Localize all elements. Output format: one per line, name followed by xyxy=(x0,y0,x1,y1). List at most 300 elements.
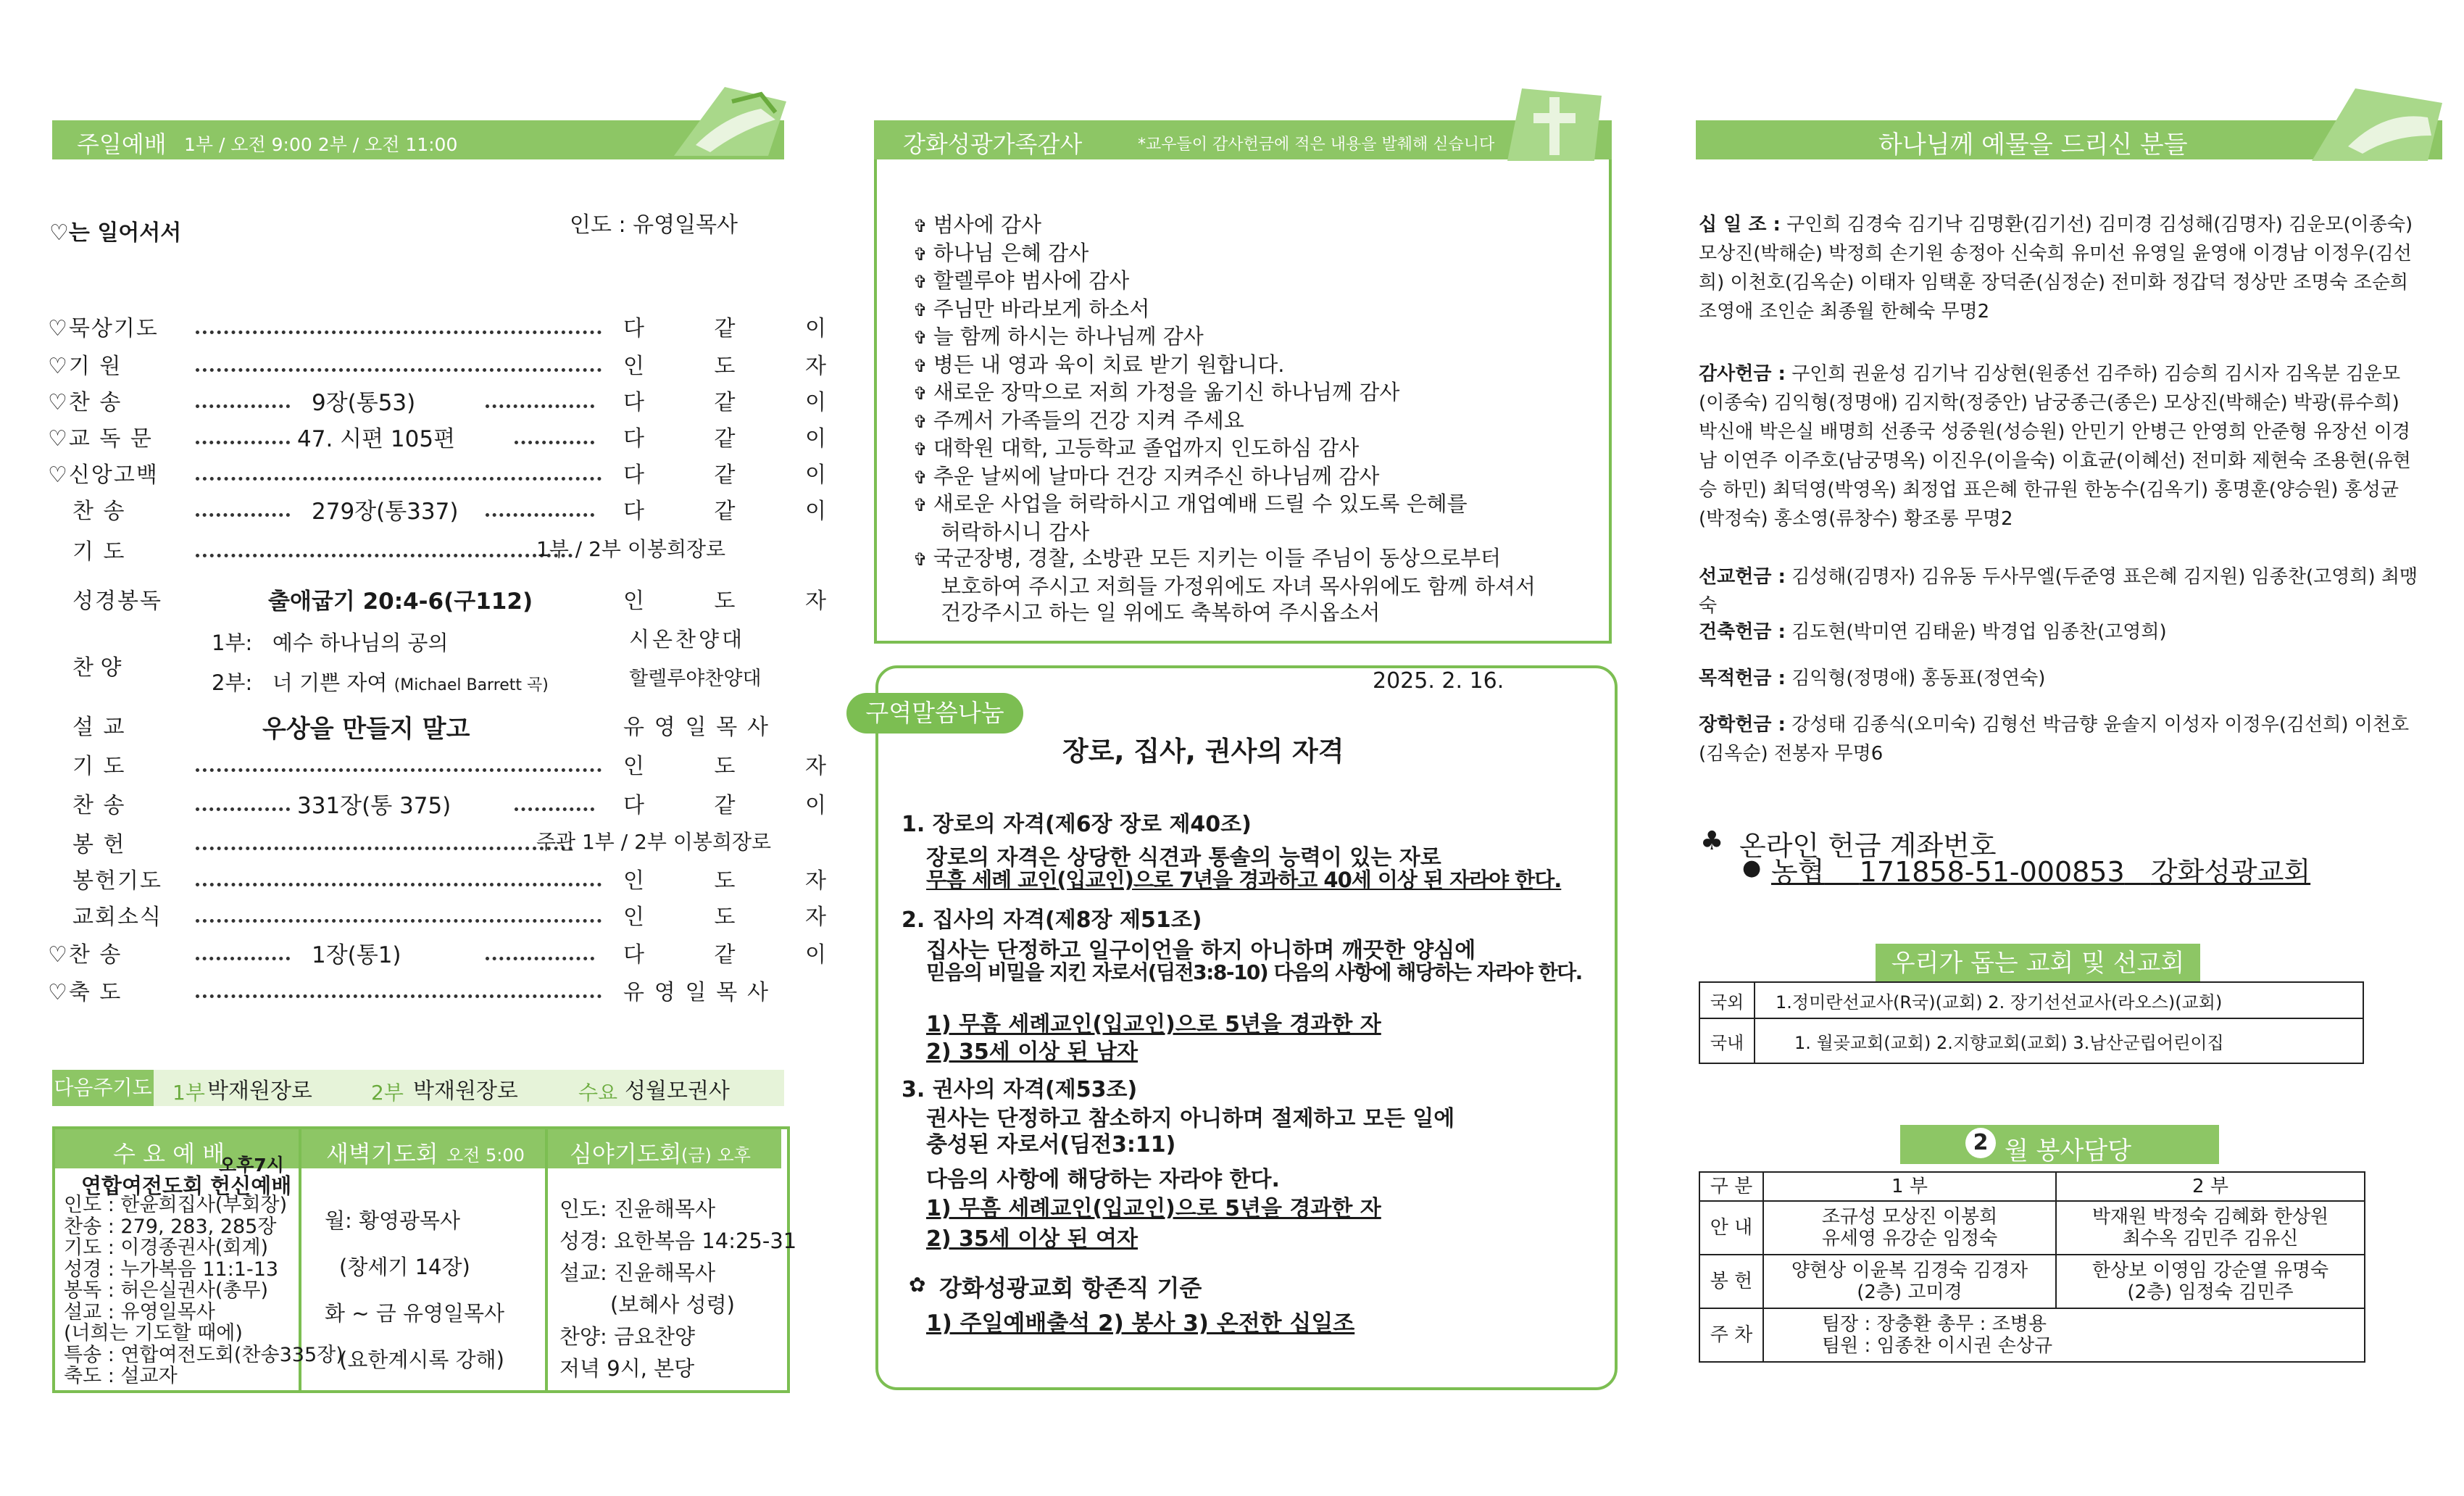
worship-row-person-char: 다 xyxy=(623,499,644,524)
offering-entry xyxy=(1699,360,2423,533)
worship-row xyxy=(51,826,775,863)
duty-key: 봉 헌 xyxy=(1699,1255,1763,1308)
dot-leader xyxy=(196,919,602,923)
cross-bullet-icon: ✞ xyxy=(913,383,933,404)
worship-row-person-char: 유 xyxy=(623,980,644,1005)
missions-table xyxy=(1699,981,2364,1064)
hands-illustration-icon xyxy=(667,80,790,159)
s2-1: 1) 무흠 세례교인(입교인)으로 5년을 경과한 자 xyxy=(926,1012,1381,1037)
worship-row-label: 기 도 xyxy=(72,539,126,565)
worship-row-person-char: 이 xyxy=(805,793,826,818)
cross-bullet-icon: ✞ xyxy=(913,272,933,292)
duty-head-row xyxy=(1699,1172,2365,1201)
worship-row-person xyxy=(623,974,768,1006)
text-line: 인도 : 한윤희집사(부회장) xyxy=(64,1194,288,1216)
worship-row-person-char: 이 xyxy=(805,390,826,415)
worship-row-person-char: 사 xyxy=(747,715,768,740)
offering-names: 구인희 김경숙 김기낙 김명환(김기선) 김미경 김성해(김명자) 김운모(이종숙) 모상진(박해순) 박정희 손기원 송정아 신숙희 유미선 유영일 윤영애 이경남 이정우(김선희) 이천호(김옥순) 이태자 임택훈 장덕준(심정순) 전미화 정갑덕 정상만 조명숙 조순희 조영애 조인순 최종월 한혜숙 무명2 xyxy=(1699,214,2413,323)
worship-row xyxy=(48,936,826,973)
text-line: 성경 : 누가복음 11:1-13 xyxy=(64,1258,279,1281)
dot-leader xyxy=(486,404,594,408)
cross-bullet-icon: ✞ xyxy=(913,355,933,376)
text-line: 화 ~ 금 유영일목사 xyxy=(325,1301,505,1326)
s3-a: 권사는 단정하고 참소하지 아니하며 절제하고 모든 일에 xyxy=(926,1106,1455,1131)
thanks-item-cont xyxy=(941,573,1536,600)
dot-leader xyxy=(196,513,290,517)
club-icon: ♣ xyxy=(1700,826,1724,856)
s2-title: 2. 집사의 자격(제8장 제51조) xyxy=(902,907,1202,933)
duty-title: 월 봉사담당 xyxy=(2005,1136,2132,1165)
worship-row-person-char: 영 xyxy=(654,715,675,740)
thanks-text: 병든 내 영과 육이 치료 받기 원합니다. xyxy=(933,352,1285,377)
offering-entry xyxy=(1699,710,2423,768)
dawn-title: 새벽기도회 xyxy=(326,1140,438,1168)
choir-song-2: 너 기쁜 자여 xyxy=(272,670,388,695)
offering-names: 강성태 김종식(오미숙) 김형선 박금향 윤솔지 이성자 이정우(김선희) 이천호(김옥순) 전봉자 무명6 xyxy=(1699,714,2410,765)
worship-row-label: ♡묵상기도 xyxy=(48,316,159,341)
dot-leader xyxy=(196,477,602,481)
next-prayer-title: 다음주기도 xyxy=(52,1070,154,1106)
worship-row-person-char: 다 xyxy=(623,793,644,818)
worship-row-person xyxy=(623,348,826,380)
dot-leader xyxy=(486,957,594,960)
worship-row-person xyxy=(623,863,826,894)
worship-row xyxy=(51,493,826,529)
worship-row-person-char: 다 xyxy=(623,426,644,452)
thanks-text: 늘 함께 하시는 하나님께 감사 xyxy=(933,324,1204,349)
cross-bullet-icon: ✞ xyxy=(913,244,933,265)
thanks-list xyxy=(913,212,1536,626)
worship-row-label: 설 교 xyxy=(72,715,126,740)
text-line: (너희는 기도할 때에) xyxy=(64,1322,243,1345)
worship-row-person-char: 인 xyxy=(623,905,644,930)
account-title: 온라인 헌금 계좌번호 xyxy=(1739,830,1997,862)
dot-leader xyxy=(196,957,290,960)
worship-row-person-char: 도 xyxy=(714,354,736,379)
next-wed-label: 수요 xyxy=(578,1081,618,1105)
offering-entry xyxy=(1699,618,2423,647)
worship-row-person-char: 이 xyxy=(805,942,826,968)
missions-title: 우리가 돕는 교회 및 선교회 xyxy=(1876,944,2200,983)
duty-cell xyxy=(2056,1255,2365,1308)
duty-head-1: 1 부 xyxy=(1763,1172,2056,1201)
worship-row-person xyxy=(623,310,826,342)
std-line: 1) 주일예배출석 2) 봉사 3) 온전한 십일조 xyxy=(926,1310,1355,1337)
duty-line: 팀장 : 장충환 총무 : 조병용 xyxy=(1822,1313,2047,1335)
worship-row-label: ♡찬 송 xyxy=(48,390,122,415)
duty-line: (2층) 임정숙 김민주 xyxy=(2127,1281,2294,1303)
dot-leader xyxy=(196,807,290,811)
next-p2-label: 2부 xyxy=(371,1081,404,1105)
bible-tag: 구역말씀나눔 xyxy=(846,693,1023,734)
wed-sub: 연합여전도회 헌신예배 xyxy=(81,1173,292,1198)
worship-row xyxy=(51,533,775,570)
thanks-item xyxy=(913,352,1536,380)
worship-row-person-char: 유 xyxy=(623,715,644,740)
cross-bullet-icon: ✞ xyxy=(913,216,933,236)
worship-row-person-char: 자 xyxy=(805,354,826,379)
offering-entry xyxy=(1699,210,2423,326)
worship-row-person-char: 자 xyxy=(805,589,826,614)
worship-row xyxy=(48,974,775,1010)
worship-row-person-char: 다 xyxy=(623,942,644,968)
worship-row-person-char: 도 xyxy=(714,868,736,894)
worship-row-person-char: 이 xyxy=(805,316,826,341)
text-line: 월: 황영광목사 xyxy=(325,1208,461,1233)
worship-row-label: 찬 송 xyxy=(72,793,126,818)
worship-row-person-char: 다 xyxy=(623,462,644,488)
thanks-text: 범사에 감사 xyxy=(933,212,1042,237)
text-line: (요한계시록 강해) xyxy=(339,1347,504,1372)
next-p1-label: 1부 xyxy=(172,1081,205,1105)
duty-cell xyxy=(1763,1308,2365,1362)
worship-row-person-char: 목 xyxy=(716,980,738,1005)
worship-row xyxy=(51,583,826,619)
duty-month-badge: 2 xyxy=(1965,1128,1996,1158)
account-name: 강화성광교회 xyxy=(2150,856,2311,888)
worship-leader: 인도 : 유영일목사 xyxy=(570,212,738,238)
worship-row-person xyxy=(623,457,826,489)
thanks-text: 주님만 바라보게 하소서 xyxy=(933,296,1150,321)
rise-note: ♡는 일어서서 xyxy=(49,220,182,246)
duty-line: 조규성 모상진 이봉희 xyxy=(1821,1206,1998,1228)
cross-bullet-icon: ✞ xyxy=(913,549,933,570)
worship-row-label: 봉 헌 xyxy=(72,832,126,857)
worship-row-person-char: 같 xyxy=(714,390,736,415)
offering-label: 장학헌금 : xyxy=(1699,714,1786,736)
worship-row-person-char: 도 xyxy=(714,754,736,779)
offering-entry xyxy=(1699,664,2423,693)
worship-row-person xyxy=(623,493,826,525)
text-line: (창세기 14장) xyxy=(339,1255,470,1279)
worship-row-person-char: 다 xyxy=(623,390,644,415)
account-bank: 농협 xyxy=(1771,856,1825,888)
s2-b: 믿음의 비밀을 지킨 자로서(딤전3:8-10) 다음의 사항에 해당하는 자라야 한다. xyxy=(926,960,1582,984)
worship-row-label: 교회소식 xyxy=(72,905,162,930)
worship-row-label: ♡찬 송 xyxy=(48,942,122,968)
worship-row-content: 출애굽기 20:4-6(구112) xyxy=(268,589,533,615)
text-line: 성경: 요한복음 14:25-31 xyxy=(559,1229,797,1253)
dawn-title-bar xyxy=(301,1129,545,1168)
worship-row xyxy=(48,348,826,384)
duty-row-parking xyxy=(1699,1308,2365,1362)
worship-row-person-char: 목 xyxy=(716,715,738,740)
thanks-text: 대학원 대학, 고등학교 졸업까지 인도하심 감사 xyxy=(933,436,1360,460)
offering-names: 구인희 권윤성 김기낙 김상현(원종선 김주하) 김승희 김시자 김옥분 김운모(이종숙) 김익형(정명애) 김지학(정중안) 남궁종근(종은) 모상진(박해순) 박광(류수희) 박신애 박은실 배명희 선종국 성중원(성승원) 안민기 안병근 안영희 안준형 유장선 이경남 이연주 이주호(남궁명옥) 이진우(이을숙) 이효균(이혜선) 전미화 제현숙 조용현(유현승 하민) 최덕영(박영옥) 최정업 표은혜 한규원 한농수(김옥기) 홍명훈(양승원) 홍성균(박정숙) 홍소영(류창수) 황조롱 무명2 xyxy=(1699,363,2411,530)
worship-row-person-char: 일 xyxy=(685,715,707,740)
dot-leader xyxy=(196,441,290,444)
s2-a: 집사는 단정하고 일구이언을 하지 아니하며 깨끗한 양심에 xyxy=(926,938,1476,963)
text-line: (보혜사 성령) xyxy=(610,1292,735,1317)
account-number: 171858-51-000853 xyxy=(1859,856,2125,888)
dot-leader xyxy=(515,441,594,444)
choir-by-1: 시온찬양대 xyxy=(629,627,746,652)
choir-line-2 xyxy=(212,667,549,697)
worship-row-label: ♡신앙고백 xyxy=(48,462,159,488)
duty-key: 주 차 xyxy=(1699,1308,1763,1362)
account-line xyxy=(1771,849,2310,889)
night-title-bar xyxy=(548,1129,781,1187)
cross-bullet-icon: ✞ xyxy=(913,411,933,432)
worship-row-label: ♡기 원 xyxy=(48,354,122,379)
worship-row-person-char: 자 xyxy=(805,905,826,930)
worship-row-person-char: 같 xyxy=(714,942,736,968)
thanks-text: 허락하시니 감사 xyxy=(941,519,1090,544)
s3-1: 1) 무흠 세례교인(입교인)으로 5년을 경과한 자 xyxy=(926,1196,1381,1221)
worship-row-person-char: 다 xyxy=(623,316,644,341)
text-line: 찬양: 금요찬양 xyxy=(559,1324,696,1349)
dot-leader xyxy=(196,994,602,998)
thanks-text: 주께서 가족들의 건강 지켜 주세요 xyxy=(933,407,1244,433)
worship-times: 1부 / 오전 9:00 2부 / 오전 11:00 xyxy=(184,134,458,155)
worship-row xyxy=(51,709,775,745)
duty-cell xyxy=(1763,1255,2056,1308)
worship-row xyxy=(51,748,826,784)
worship-row-label: ♡축 도 xyxy=(48,980,122,1005)
duty-title-bar xyxy=(1900,1125,2219,1164)
worship-row-person-char: 사 xyxy=(747,980,768,1005)
worship-title: 주일예배 xyxy=(77,130,167,158)
thanks-item-cont xyxy=(941,519,1536,546)
thanks-item xyxy=(913,491,1536,519)
thanks-item xyxy=(913,267,1536,296)
worship-row-person-char: 영 xyxy=(654,980,675,1005)
thanks-text: 건강주시고 하는 일 위에도 축복하여 주시옵소서 xyxy=(941,600,1381,625)
worship-row-label: 기 도 xyxy=(72,754,126,779)
choir-composer: (Michael Barrett 곡) xyxy=(394,676,549,694)
worship-row xyxy=(48,457,826,493)
duty-head-2: 2 부 xyxy=(2056,1172,2365,1201)
offering-label: 선교헌금 : xyxy=(1699,566,1786,588)
s1-b: 무흠 세례 교인(입교인)으로 7년을 경과하고 40세 이상 된 자라야 한다. xyxy=(926,868,1562,892)
duty-line: 팀원 : 임종찬 이시권 손상규 xyxy=(1822,1335,2053,1357)
worship-row-person-char: 인 xyxy=(623,868,644,894)
bullet-icon: ● xyxy=(1742,855,1762,881)
next-wed: 성월모권사 xyxy=(625,1079,730,1104)
next-p2: 박재원장로 xyxy=(413,1079,518,1104)
s1-title: 1. 장로의 자격(제6장 장로 제40조) xyxy=(902,812,1252,837)
dawn-lines xyxy=(325,1197,504,1383)
thanks-item xyxy=(913,240,1536,268)
missions-value: 1. 월곶교회(교회) 2.지향교회(교회) 3.남산군립어린이집 xyxy=(1755,1018,2363,1063)
duty-table xyxy=(1699,1171,2365,1363)
worship-row-person-char: 일 xyxy=(685,980,707,1005)
missions-key: 국외 xyxy=(1699,982,1755,1018)
thanks-text: 국군장병, 경찰, 소방관 모든 지키는 이들 주님이 동상으로부터 xyxy=(933,546,1502,570)
s2-2: 2) 35세 이상 된 남자 xyxy=(926,1039,1138,1065)
worship-row-content: 279장(통337) xyxy=(312,499,459,525)
cross-bullet-icon: ✞ xyxy=(913,299,933,320)
next-prayer-bar xyxy=(52,1070,784,1106)
thanks-text: 추운 날씨에 날마다 건강 지켜주신 하나님께 감사 xyxy=(933,463,1380,489)
dot-leader xyxy=(196,331,602,334)
thanks-item-cont xyxy=(941,599,1536,626)
text-line: 설교: 진윤해목사 xyxy=(559,1260,716,1285)
dot-leader xyxy=(515,807,594,811)
worship-row-content: 47. 시편 105편 xyxy=(297,426,456,452)
worship-row-person-char: 도 xyxy=(714,589,736,614)
worship-row-person-char: 같 xyxy=(714,316,736,341)
worship-row-person-char: 인 xyxy=(623,354,644,379)
worship-row-person-char: 도 xyxy=(714,905,736,930)
worship-row xyxy=(48,420,826,457)
std-title: 강화성광교회 항존직 기준 xyxy=(939,1274,1202,1302)
worship-row-label: 찬 송 xyxy=(72,499,126,524)
choir-song-1: 예수 하나님의 공의 xyxy=(272,631,449,655)
missions-value: 1.정미란선교사(R국)(교회) 2. 장기선선교사(라오스)(교회) xyxy=(1755,982,2363,1018)
thanks-note: *교우들이 감사헌금에 적은 내용을 발췌해 싣습니다 xyxy=(1138,136,1495,154)
worship-row-person-char: 이 xyxy=(805,499,826,524)
worship-row-person-char: 같 xyxy=(714,426,736,452)
dot-leader xyxy=(196,404,290,408)
dot-leader xyxy=(196,847,573,850)
offering-names: 김익형(정명애) 홍동표(정연숙) xyxy=(1791,668,2046,689)
thanks-item xyxy=(913,435,1536,463)
text-line: 저녁 9시, 본당 xyxy=(559,1356,695,1381)
text-line: 축도 : 설교자 xyxy=(64,1365,178,1387)
dot-leader xyxy=(196,883,602,886)
thanks-item xyxy=(913,296,1536,324)
worship-row-person xyxy=(623,787,826,819)
dot-leader xyxy=(196,368,602,372)
worship-row-label: 봉헌기도 xyxy=(72,868,162,894)
worship-row-content: 우상을 만들지 말고 xyxy=(262,715,470,744)
worship-row-person-char: 이 xyxy=(805,426,826,452)
worship-row-person xyxy=(623,899,826,931)
bible-date: 2025. 2. 16. xyxy=(1373,668,1504,694)
worship-row-person xyxy=(623,420,826,452)
worship-row-person xyxy=(623,583,826,615)
cross-bullet-icon: ✞ xyxy=(913,467,933,488)
cross-bullet-icon: ✞ xyxy=(913,439,933,460)
s3-title: 3. 권사의 자격(제53조) xyxy=(902,1077,1138,1102)
offering-names: 김도현(박미연 김태윤) 박경업 임종찬(고영희) xyxy=(1791,621,2167,643)
thanks-item xyxy=(913,407,1536,436)
offering-title: 하나님께 예물을 드리신 분들 xyxy=(1878,130,2188,159)
offering-entry xyxy=(1699,562,2423,620)
worship-row-person-char: 같 xyxy=(714,462,736,488)
missions-key: 국내 xyxy=(1699,1018,1755,1063)
worship-row-label: 성경봉독 xyxy=(72,589,162,614)
text-line: 설교 : 유영일목사 xyxy=(64,1300,215,1323)
worship-row-person xyxy=(623,384,826,416)
choir-by-2: 할렐루야찬양대 xyxy=(629,668,762,690)
worship-row xyxy=(51,787,826,823)
s3-b: 충성된 자로서(딤전3:11) xyxy=(926,1132,1176,1158)
cross-bullet-icon: ✞ xyxy=(913,495,933,515)
duty-head-0: 구 분 xyxy=(1699,1172,1763,1201)
duty-cell xyxy=(1763,1201,2056,1255)
dot-leader xyxy=(486,513,594,517)
thanks-item xyxy=(913,323,1536,352)
wed-title: 수 요 예 배 xyxy=(113,1140,225,1168)
worship-row-label: ♡교 독 문 xyxy=(48,426,153,452)
worship-row-person: 1부 / 2부 이봉희장로 xyxy=(536,537,726,561)
duty-line: 최수옥 김민주 김유신 xyxy=(2122,1228,2299,1250)
missions-row-domestic xyxy=(1699,1018,2363,1063)
next-p1: 박재원장로 xyxy=(207,1079,312,1104)
duty-line: (2층) 고미경 xyxy=(1857,1281,1963,1303)
duty-line: 양현상 이윤복 김경숙 김경자 xyxy=(1791,1260,2028,1281)
offering-label: 건축헌금 : xyxy=(1699,621,1786,643)
dot-leader xyxy=(196,554,573,557)
choir-part-1: 1부: xyxy=(212,631,253,655)
thanks-text: 보호하여 주시고 저희들 가정위에도 자녀 목사위에도 함께 하셔서 xyxy=(941,573,1536,599)
flower-icon: ✿ xyxy=(909,1273,926,1297)
s3-c: 다음의 사항에 해당하는 자라야 한다. xyxy=(926,1167,1280,1192)
thanks-item xyxy=(913,379,1536,407)
thanks-text: 새로운 장막으로 저희 가정을 옮기신 하나님께 감사 xyxy=(933,380,1400,404)
worship-row-person-char: 자 xyxy=(805,868,826,894)
worship-row-person xyxy=(623,709,768,741)
worship-row xyxy=(51,899,826,935)
thanks-text: 하나님 은혜 감사 xyxy=(933,240,1089,265)
gift-hands-illustration-icon xyxy=(2305,81,2450,167)
worship-row-content: 9장(통53) xyxy=(312,390,416,416)
wed-time: 오후7시 xyxy=(219,1155,284,1176)
duty-row-offering xyxy=(1699,1255,2365,1308)
text-line: 기도 : 이경종권사(회계) xyxy=(64,1237,269,1259)
s1-a: 장로의 자격은 상당한 식견과 통솔의 능력이 있는 자로 xyxy=(926,845,1441,870)
cross-bullet-icon: ✞ xyxy=(913,328,933,348)
bible-title: 장로, 집사, 권사의 자격 xyxy=(1062,736,1344,767)
duty-row-guide xyxy=(1699,1201,2365,1255)
duty-line: 한상보 이영임 강순열 유명숙 xyxy=(2092,1260,2329,1281)
worship-row-person-char: 같 xyxy=(714,499,736,524)
thanks-item xyxy=(913,463,1536,491)
text-line: 특송 : 연합여전도회(찬송335장) xyxy=(64,1343,344,1366)
thanks-text: 할렐루야 범사에 감사 xyxy=(933,268,1130,293)
text-line: 봉독 : 허은실권사(총무) xyxy=(64,1279,269,1302)
duty-cell xyxy=(2056,1201,2365,1255)
worship-row xyxy=(51,863,826,899)
choir-label: 찬 양 xyxy=(72,655,122,681)
wed-lines xyxy=(64,1194,344,1387)
thanks-item xyxy=(913,212,1536,240)
duty-key: 안 내 xyxy=(1699,1201,1763,1255)
offering-label: 감사헌금 : xyxy=(1699,363,1786,385)
worship-row xyxy=(48,384,826,420)
s3-2: 2) 35세 이상 된 여자 xyxy=(926,1226,1138,1252)
cross-illustration-icon xyxy=(1493,81,1609,168)
worship-row-person-char: 이 xyxy=(805,462,826,488)
worship-row-person-char: 인 xyxy=(623,754,644,779)
worship-row-person xyxy=(623,936,826,968)
duty-line: 박재원 박정숙 김혜화 한상원 xyxy=(2092,1206,2329,1228)
worship-row-person-char: 인 xyxy=(623,589,644,614)
night-lines xyxy=(559,1193,796,1384)
worship-row xyxy=(48,310,826,346)
thanks-item xyxy=(913,545,1536,573)
worship-row-content: 331장(통 375) xyxy=(297,793,451,819)
text-line: 찬송 : 279, 283, 285장 xyxy=(64,1215,277,1238)
dawn-time: 오전 5:00 xyxy=(446,1145,525,1165)
choir-line-1 xyxy=(212,627,448,657)
night-time: (금) 오후 9:00 xyxy=(681,1145,751,1187)
text-line: 인도: 진윤해목사 xyxy=(559,1197,716,1221)
worship-row-person: 주관 1부 / 2부 이봉희장로 xyxy=(536,830,772,854)
worship-row-person xyxy=(623,748,826,780)
worship-row-person-char: 자 xyxy=(805,754,826,779)
worship-row-person-char: 같 xyxy=(714,793,736,818)
thanks-title: 강화성광가족감사 xyxy=(903,130,1083,158)
offering-names: 김성해(김명자) 김유동 두사무엘(두준영 표은혜 김지원) 임종찬(고영희) 최맹숙 xyxy=(1699,566,2418,617)
night-title: 심야기도회 xyxy=(570,1140,682,1168)
offering-label: 목적헌금 : xyxy=(1699,668,1786,689)
missions-row-abroad xyxy=(1699,982,2363,1018)
duty-line: 유세영 유강순 임정숙 xyxy=(1821,1228,1998,1250)
worship-row-content: 1장(통1) xyxy=(312,942,401,968)
